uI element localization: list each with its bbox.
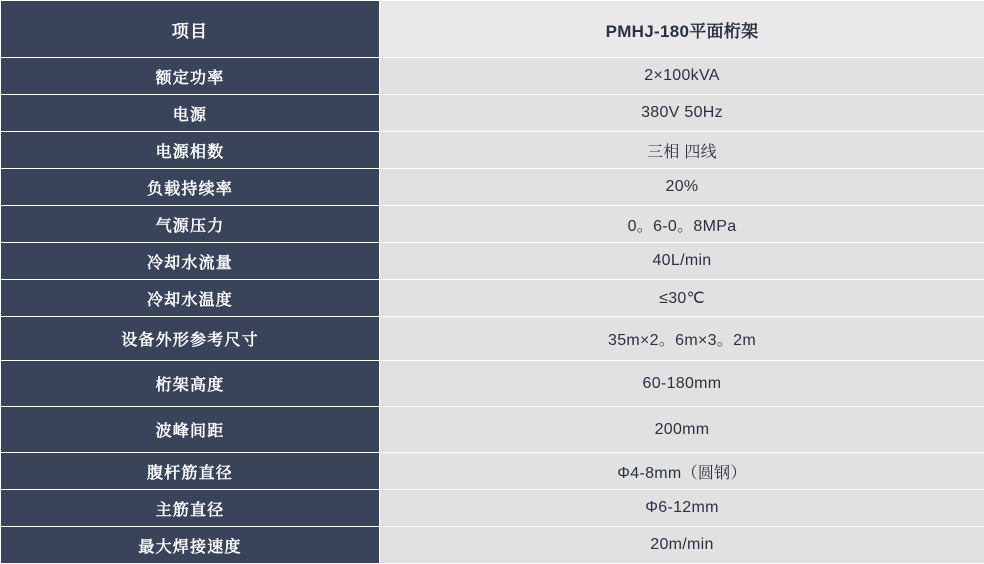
- row-label: [1, 206, 380, 243]
- row-label-text: 负载持续率: [147, 181, 233, 198]
- row-label: [1, 407, 380, 453]
- row-value: [380, 243, 984, 280]
- row-value-text: 380V 50Hz: [641, 104, 723, 121]
- row-value: [380, 407, 984, 453]
- table-row: [1, 58, 984, 95]
- table-header-value: [380, 1, 984, 58]
- row-value-text: Φ6-12mm: [645, 499, 719, 516]
- row-value-text: 60-180mm: [643, 375, 722, 392]
- row-label-text: 冷却水温度: [147, 292, 233, 309]
- row-label: [1, 490, 380, 527]
- table-row: [1, 280, 984, 317]
- table-row: [1, 243, 984, 280]
- table-row: [1, 527, 984, 564]
- row-value-text: ≤30℃: [659, 290, 705, 307]
- row-label: [1, 361, 380, 407]
- row-label: [1, 317, 380, 361]
- row-value-text: Φ4-8mm（圆钢）: [617, 465, 747, 482]
- table-row: [1, 453, 984, 490]
- row-value: [380, 169, 984, 206]
- row-value: [380, 527, 984, 564]
- row-label: [1, 95, 380, 132]
- row-value: [380, 280, 984, 317]
- row-value-text: 20m/min: [650, 536, 713, 553]
- row-label: [1, 280, 380, 317]
- table-row: [1, 169, 984, 206]
- row-label-text: 主筋直径: [156, 502, 225, 519]
- row-label-text: 冷却水流量: [147, 255, 233, 272]
- table-row: [1, 206, 984, 243]
- row-label: [1, 58, 380, 95]
- row-value-text: 35m×2。6m×3。2m: [608, 332, 756, 349]
- row-value: [380, 132, 984, 169]
- table-row: [1, 490, 984, 527]
- row-label-text: 电源相数: [156, 144, 225, 161]
- row-value-text: 20%: [666, 178, 699, 195]
- table-header-label: [1, 1, 380, 58]
- table-row: [1, 95, 984, 132]
- row-label-text: 设备外形参考尺寸: [121, 332, 259, 349]
- row-value-text: 2×100kVA: [644, 67, 720, 84]
- row-label: [1, 527, 380, 564]
- table-header-value-text: PMHJ-180平面桁架: [606, 22, 759, 41]
- row-label-text: 最大焊接速度: [138, 539, 241, 556]
- row-value: [380, 95, 984, 132]
- row-label-text: 额定功率: [156, 70, 225, 87]
- row-value: [380, 206, 984, 243]
- row-value-text: 200mm: [655, 421, 710, 438]
- row-label: [1, 132, 380, 169]
- row-value: [380, 490, 984, 527]
- row-value: [380, 317, 984, 361]
- row-value-text: 0。6-0。8MPa: [628, 218, 737, 235]
- row-value: [380, 58, 984, 95]
- row-value-text: 三相 四线: [647, 144, 717, 161]
- row-label-text: 桁架高度: [156, 377, 225, 394]
- row-value-text: 40L/min: [652, 252, 711, 269]
- row-label: [1, 243, 380, 280]
- row-label: [1, 453, 380, 490]
- table-row: [1, 361, 984, 407]
- table-header-label-text: 项目: [172, 22, 208, 41]
- row-value: [380, 361, 984, 407]
- row-label: [1, 169, 380, 206]
- row-label-text: 波峰间距: [156, 423, 225, 440]
- row-label-text: 腹杆筋直径: [147, 465, 233, 482]
- row-label-text: 气源压力: [156, 218, 225, 235]
- table-header-row: [1, 1, 984, 58]
- table-row: [1, 132, 984, 169]
- table-row: [1, 407, 984, 453]
- row-label-text: 电源: [173, 107, 207, 124]
- table-row: [1, 317, 984, 361]
- row-value: [380, 453, 984, 490]
